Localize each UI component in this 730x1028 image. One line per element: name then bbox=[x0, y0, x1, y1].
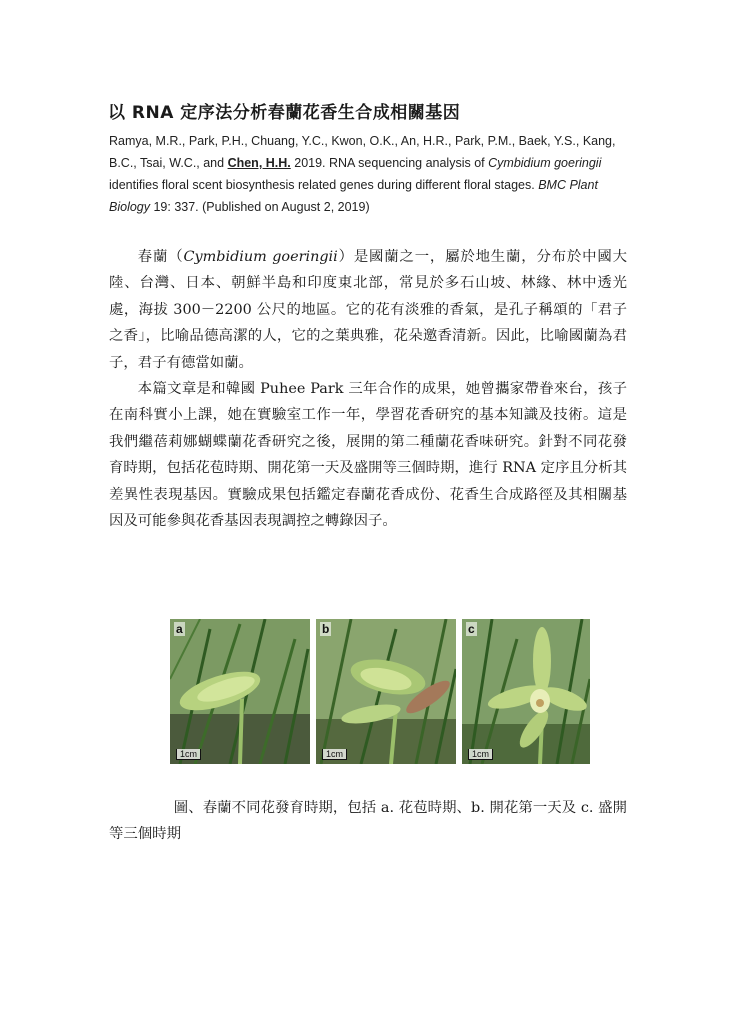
figure-panel-a bbox=[170, 619, 310, 764]
scale-bar-a: 1cm bbox=[176, 749, 201, 760]
citation bbox=[109, 130, 629, 218]
citation-volume: 19: 337. (Published on August 2, 2019) bbox=[150, 200, 370, 214]
citation-year-title: 2019. RNA sequencing analysis of bbox=[290, 156, 489, 170]
figure-caption-text: 圖、春蘭不同花發育時期，包括 a. 花苞時期、b. 開花第一天及 c. 盛開等三個時期 bbox=[109, 800, 627, 842]
figure-panel-b bbox=[316, 619, 456, 764]
scale-bar-c: 1cm bbox=[468, 749, 493, 760]
full-bloom-photo bbox=[462, 619, 590, 764]
citation-highlight-author: Chen, H.H. bbox=[227, 156, 291, 170]
bud-stage-photo bbox=[170, 619, 310, 764]
species-latin-name: Cymbidium goeringii bbox=[183, 249, 338, 265]
article-title: 以 RNA 定序法分析春蘭花香生合成相關基因 bbox=[108, 103, 461, 123]
citation-journal: BMC Plant Biology bbox=[109, 178, 598, 214]
orchid-figure bbox=[170, 619, 590, 764]
citation-authors: Ramya, M.R., Park, P.H., Chuang, Y.C., Kwon, O.K., An, H.R., Park, P.M., Baek, Y.S., Kang, B.C., Tsai, W.C., and bbox=[109, 134, 616, 170]
panel-label-c: c bbox=[468, 622, 475, 636]
citation-title-rest: identifies floral scent biosynthesis related genes during different floral stages. bbox=[109, 178, 539, 192]
panel-label-b: b bbox=[322, 622, 330, 636]
panel-label-a: a bbox=[176, 622, 183, 636]
paragraph-intro-lead: 春蘭（ bbox=[137, 249, 184, 265]
body-text bbox=[109, 244, 627, 534]
citation-species: Cymbidium goeringii bbox=[488, 156, 602, 170]
figure-panel-c bbox=[462, 619, 590, 764]
paragraph-intro bbox=[109, 244, 627, 376]
figure-caption bbox=[109, 795, 627, 847]
paragraph-intro-rest: ）是國蘭之一，屬於地生蘭，分布於中國大陸、台灣、日本、朝鮮半島和印度東北部，常見於多石山坡、林緣、林中透光處，海拔 300－2200 公尺的地區。它的花有淡雅的香氣，是孔子稱頌的「君子之香」，比喻品德高潔的人，它的之葉典雅，花朵邀香清新。因此，比喻國蘭為君子，君子有德當如蘭。 bbox=[109, 249, 627, 371]
scale-bar-b: 1cm bbox=[322, 749, 347, 760]
paragraph-collaboration: 本篇文章是和韓國 Puhee Park 三年合作的成果，她曾攜家帶眷來台，孩子在南科實小上課，她在實驗室工作一年，學習花香研究的基本知識及技術。這是我們繼蓓莉娜蝴蝶蘭花香研究之後，展開的第二種蘭花香味研究。針對不同花發育時期，包括花苞時期、開花第一天及盛開等三個時期，進行 RNA 定序且分析其差異性表現基因。實驗成果包括鑑定春蘭花香成份、花香生合成路徑及其相關基因及可能參與花香基因表現調控之轉錄因子。 bbox=[109, 381, 627, 530]
first-day-photo bbox=[316, 619, 456, 764]
